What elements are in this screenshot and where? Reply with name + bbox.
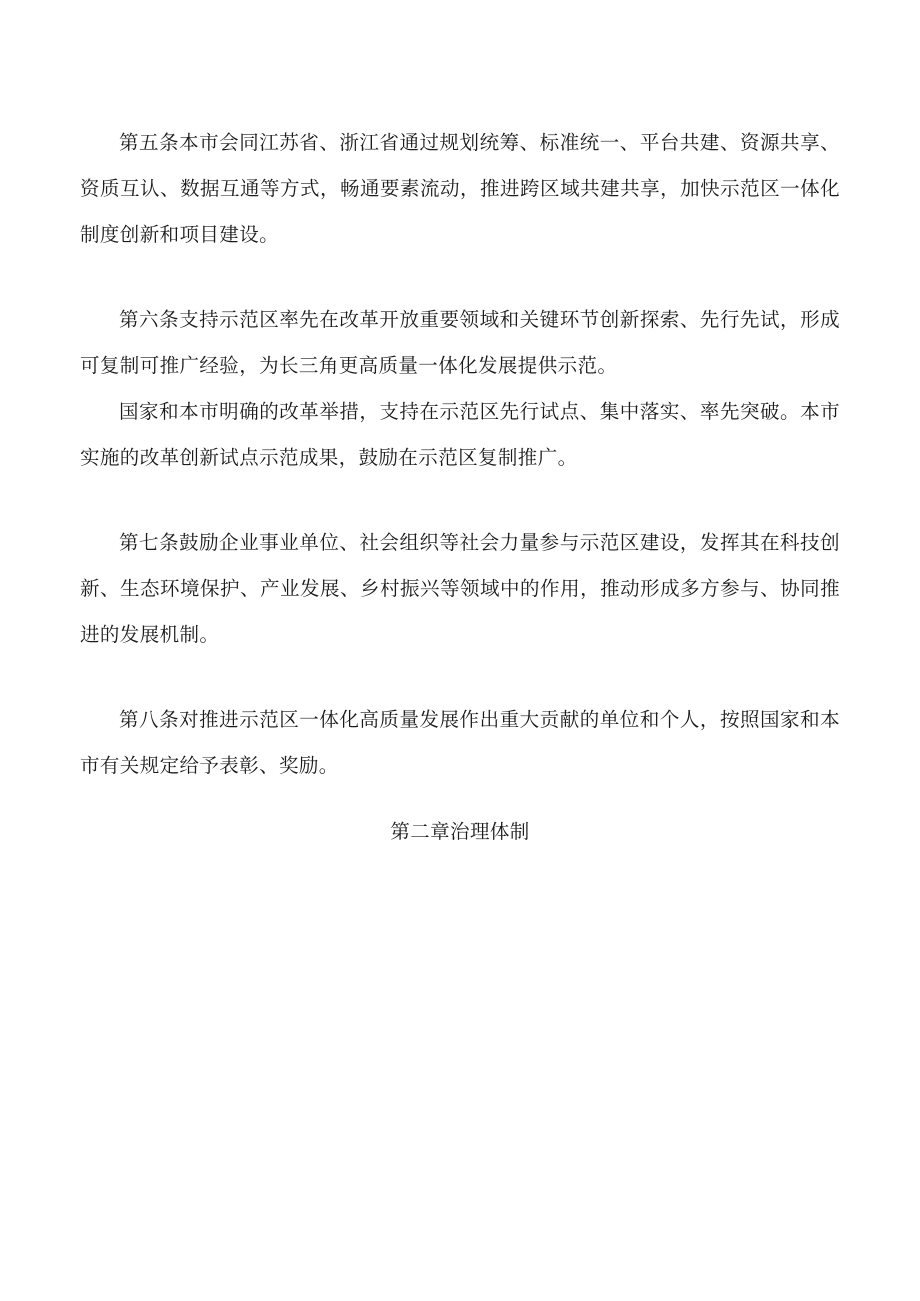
article-5-paragraph: 第五条本市会同江苏省、浙江省通过规划统筹、标准统一、平台共建、资源共享、资质互认、数据互通等方式，畅通要素流动，推进跨区域共建共享，加快示范区一体化制度创新和项目建设。 [80, 131, 840, 246]
chapter-heading: 第二章治理体制 [390, 820, 530, 843]
article-6-continuation-paragraph: 国家和本市明确的改革举措，支持在示范区先行试点、集中落实、率先突破。本市实施的改革创新试点示范成果，鼓励在示范区复制推广。 [80, 400, 840, 469]
article-7-paragraph: 第七条鼓励企业事业单位、社会组织等社会力量参与示范区建设，发挥其在科技创新、生态环境保护、产业发展、乡村振兴等领域中的作用，推动形成多方参与、协同推进的发展机制。 [80, 531, 840, 646]
document-page [80, 120, 840, 855]
article-6-paragraph: 第六条支持示范区率先在改革开放重要领域和关键环节创新探索、先行先试，形成可复制可推广经验，为长三角更高质量一体化发展提供示范。 [80, 308, 840, 377]
article-8-paragraph: 第八条对推进示范区一体化高质量发展作出重大贡献的单位和个人，按照国家和本市有关规定给予表彰、奖励。 [80, 708, 840, 777]
